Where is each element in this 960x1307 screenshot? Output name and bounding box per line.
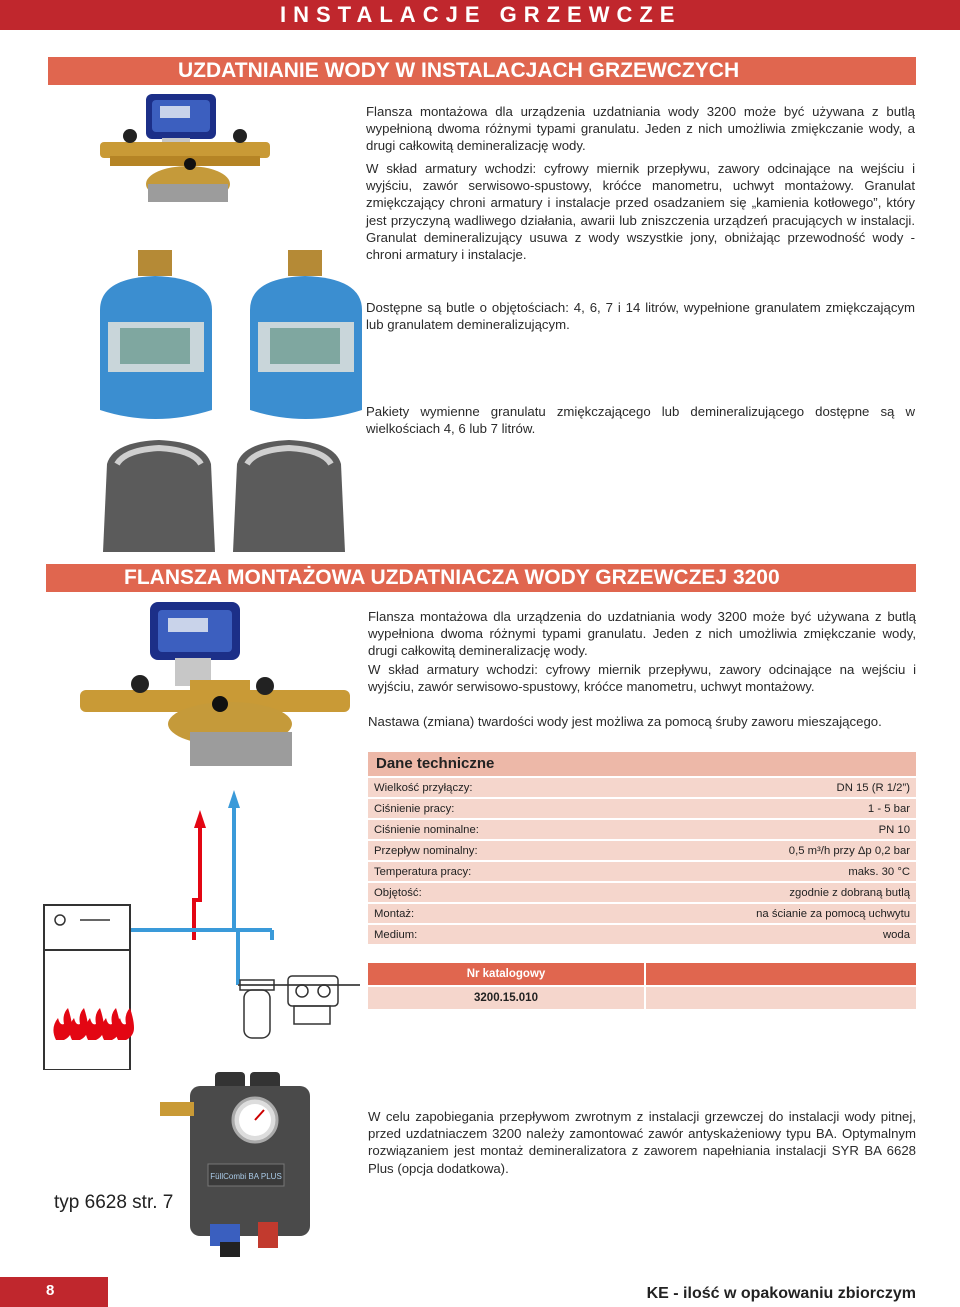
row-value: maks. 30 °C: [848, 865, 910, 878]
device-brand-label: FüllCombi BA PLUS: [210, 1172, 282, 1181]
row-label: Przepływ nominalny:: [374, 844, 478, 857]
tech-data-title: Dane techniczne: [368, 752, 916, 776]
table-row: [368, 923, 916, 944]
row-label: Objętość:: [374, 886, 422, 899]
section-title-bar: [46, 564, 916, 592]
section-title-bar: [48, 57, 916, 85]
table-row: [368, 839, 916, 860]
row-value: 0,5 m³/h przy Δp 0,2 bar: [788, 844, 910, 857]
row-label: Temperatura pracy:: [374, 865, 472, 878]
row-label: Montaż:: [374, 907, 415, 920]
table-row: [368, 776, 916, 797]
section1-intro-text: Flansza montażowa dla urządzenia uzdatniania wody 3200 może być używana z butlą wypełnioną dwoma różnymi typami granulatu. Jeden z nich umożliwia zmiękczanie wody, a drugi całkowitą demineralizację wody.: [366, 104, 915, 154]
section-title: FLANSZA MONTAŻOWA UZDATNIACZA WODY GRZEWCZEJ 3200: [124, 566, 780, 589]
row-label: Wielkość przyłączy:: [374, 781, 473, 794]
backflow-note-text: W celu zapobiegania przepływom zwrotnym z instalacji grzewczej do instalacji wody pitnej, przed uzdatniaczem 3200 należy zamontować zawór antyskażeniowy typu BA. Optymalnym rozwiązaniem jest montaż demineralizatora z zaworem napełniania instalacji SYR BA 6628 Plus (opcja dodatkowa).: [368, 1109, 916, 1176]
row-label: Ciśnienie pracy:: [374, 802, 455, 815]
table-row: [368, 860, 916, 881]
table-row: [368, 818, 916, 839]
catalog-value-row: [368, 987, 916, 1009]
catalog-header-row: [368, 963, 916, 985]
refill-packages-text: Pakiety wymienne granulatu zmiękczającego lub demineralizującego dostępne są w wielkościach 4, 6 lub 7 litrów.: [366, 404, 915, 437]
page-header-title: INSTALACJE GRZEWCZE: [280, 2, 682, 27]
page-number: 8: [46, 1282, 55, 1299]
typ-reference-label: typ 6628 str. 7: [54, 1192, 174, 1213]
catalog-table: [368, 963, 916, 1009]
page-number-box: [0, 1277, 108, 1307]
catalog-header: Nr katalogowy: [368, 963, 644, 985]
row-label: Ciśnienie nominalne:: [374, 823, 479, 836]
row-value: PN 10: [878, 823, 910, 836]
table-row: [368, 797, 916, 818]
section2-intro-text: Flansza montażowa dla urządzenia do uzdatniania wody 3200 może być używana z butlą wypełniona dwoma różnymi typami granulatu. Jeden z nich umożliwia zmiękczanie wody, drugi całkowitą demineralizację wody.: [368, 609, 916, 659]
hardness-setting-text: Nastawa (zmiana) twardości wody jest możliwa za pomocą śruby zaworu mieszającego.: [368, 714, 882, 729]
section-title: UZDATNIANIE WODY W INSTALACJACH GRZEWCZYCH: [178, 59, 740, 82]
footer-note: KE - ilość w opakowaniu zbiorczym: [646, 1285, 916, 1302]
bottle-sizes-text: Dostępne są butle o objętościach: 4, 6, 7 i 14 litrów, wypełnione granulatem zmiękczającym lub granulatem demineralizującym.: [366, 300, 915, 333]
table-row: [368, 902, 916, 923]
flange-assembly-image: [100, 92, 275, 212]
row-value: zgodnie z dobraną butlą: [789, 886, 910, 899]
row-value: DN 15 (R 1/2”): [836, 781, 910, 794]
row-label: Medium:: [374, 928, 418, 941]
header-bar: [0, 0, 960, 30]
row-value: 1 - 5 bar: [867, 802, 910, 815]
fullcombi-ba-plus-image: [160, 1072, 330, 1257]
flange-3200-image: [80, 600, 355, 775]
table-row: [368, 881, 916, 902]
water-bottles-image: [90, 250, 365, 425]
tech-data-table: [368, 752, 916, 944]
row-value: woda: [882, 928, 910, 941]
catalog-number: 3200.15.010: [368, 987, 644, 1009]
heating-installation-diagram: [40, 780, 370, 1070]
section1-details-text: W skład armatury wchodzi: cyfrowy miernik przepływu, zawory odcinające na wejściu i wyjściu, zawór serwisowo-spustowy, króćce manometru, uchwyt montażowy. Granulat zmiękczający chroni armatury i instalacje przed osadzaniem się „kamienia kotłowego”, który jest przyczyną wadliwego działania, awarii lub zniszczenia urządzeń pracujących w instalacji. Granulat demineralizujący usuwa z wody wszystkie jony, obniżając przewodność wody - chroni armatury i instalacje.: [366, 161, 915, 263]
row-value: na ścianie za pomocą uchwytu: [756, 907, 910, 920]
section2-details-text: W skład armatury wchodzi: cyfrowy miernik przepływu, zawory odcinające na wejściu i wyjściu, zawór serwisowo-spustowy, króćce manometru, uchwyt montażowy.: [368, 662, 916, 695]
granulate-bags-image: [95, 430, 355, 555]
